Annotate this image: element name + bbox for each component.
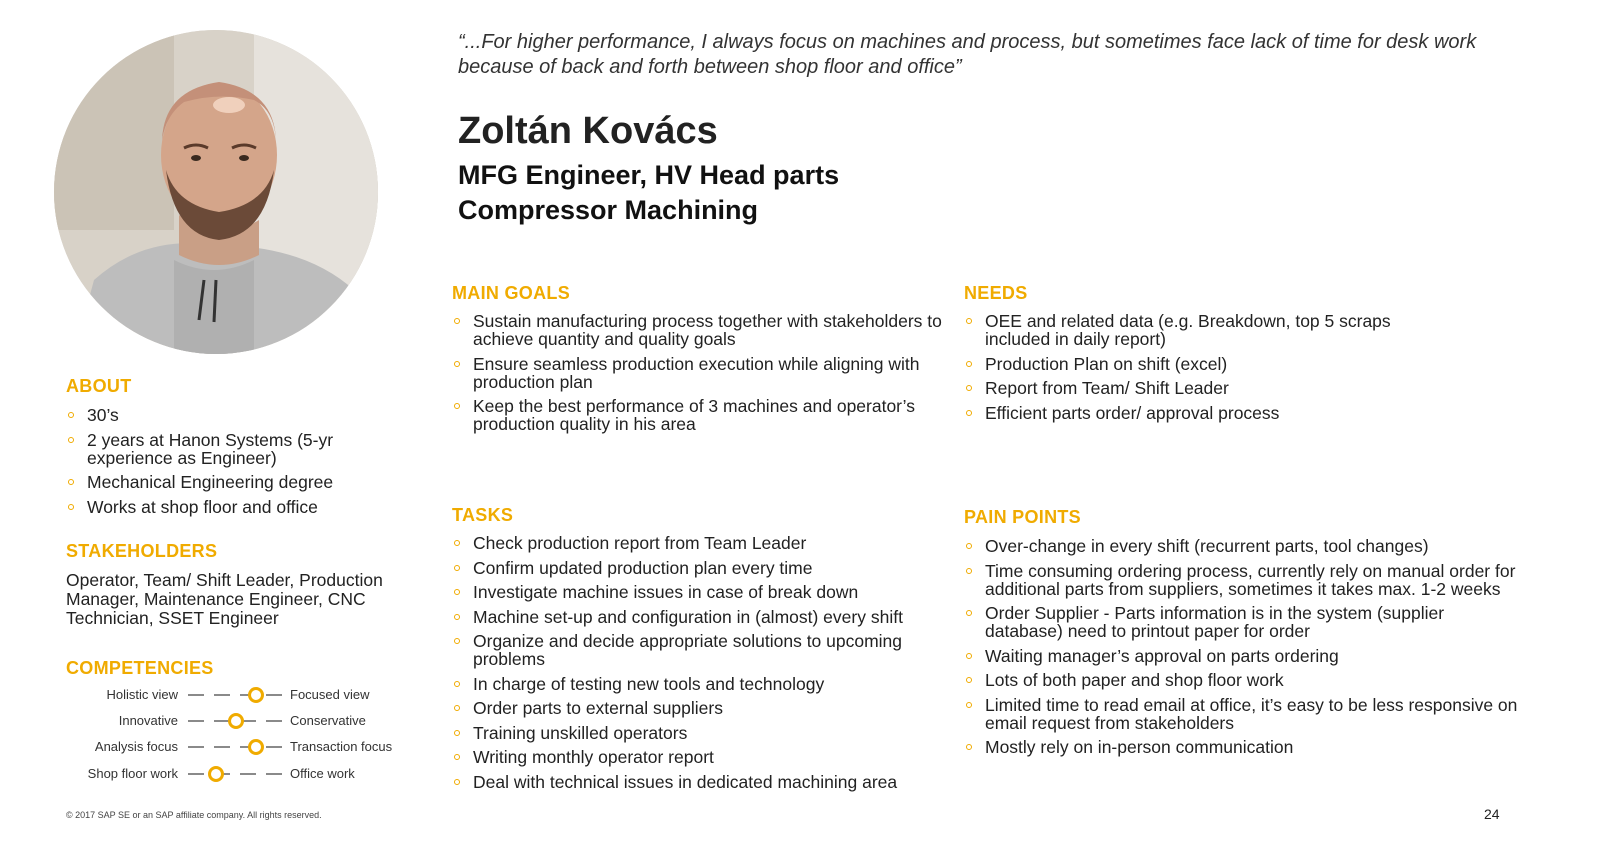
competency-left-label: Innovative xyxy=(118,713,178,728)
competency-dash xyxy=(188,694,204,696)
competency-dash xyxy=(214,694,230,696)
competency-dash xyxy=(266,773,282,775)
list-item: Sustain manufacturing process together with stakeholders to achieve quantity and quality goals xyxy=(452,312,952,348)
competency-level-marker xyxy=(248,739,264,755)
persona-role xyxy=(458,158,839,228)
competency-level-marker xyxy=(208,766,224,782)
competency-dash xyxy=(240,773,256,775)
list-item: Mechanical Engineering degree xyxy=(66,473,396,491)
list-item: Works at shop floor and office xyxy=(66,498,396,516)
competency-left-label: Analysis focus xyxy=(94,739,178,754)
competency-dash xyxy=(266,694,282,696)
competency-track xyxy=(188,687,284,703)
list-item: Writing monthly operator report xyxy=(452,748,952,766)
list-item: Order parts to external suppliers xyxy=(452,699,952,717)
stakeholders-section xyxy=(66,541,426,628)
list-item: Check production report from Team Leader xyxy=(452,534,952,552)
competency-level-marker xyxy=(248,687,264,703)
competency-track xyxy=(188,766,284,782)
competency-dash xyxy=(188,773,204,775)
competency-track xyxy=(188,713,284,729)
competency-right-label: Office work xyxy=(290,766,355,781)
main-goals-heading: MAIN GOALS xyxy=(452,283,570,303)
list-item: Ensure seamless production execution while aligning with production plan xyxy=(452,355,952,391)
competency-right-label: Transaction focus xyxy=(290,739,393,754)
persona-quote: “...For higher performance, I always focus on machines and process, but sometimes face lack of time for desk work because of back and forth between shop floor and office” xyxy=(458,31,1477,78)
list-item: Investigate machine issues in case of break down xyxy=(452,583,952,601)
copyright-footer: © 2017 SAP SE or an SAP affiliate company. All rights reserved. xyxy=(66,810,322,820)
main-goals-section xyxy=(452,283,952,440)
list-item: Training unskilled operators xyxy=(452,724,952,742)
about-section xyxy=(66,376,396,522)
competency-dash xyxy=(188,746,204,748)
pain-points-section xyxy=(964,507,1524,763)
list-item: Efficient parts order/ approval process xyxy=(964,404,1524,422)
list-item: OEE and related data (e.g. Breakdown, top 5 scraps included in daily report) xyxy=(964,312,1524,348)
competency-scale xyxy=(66,737,426,757)
competency-dash xyxy=(266,746,282,748)
list-item: In charge of testing new tools and technology xyxy=(452,675,952,693)
competency-dash xyxy=(214,746,230,748)
list-item: Order Supplier - Parts information is in the system (supplier database) need to printout paper for order xyxy=(964,604,1524,640)
competencies-heading: COMPETENCIES xyxy=(66,658,214,678)
competency-dash xyxy=(266,720,282,722)
persona-role-line2: Compressor Machining xyxy=(458,195,759,225)
list-item: Report from Team/ Shift Leader xyxy=(964,379,1524,397)
list-item: Confirm updated production plan every time xyxy=(452,559,952,577)
list-item: Mostly rely on in-person communication xyxy=(964,738,1524,756)
about-heading: ABOUT xyxy=(66,376,132,396)
list-item: Keep the best performance of 3 machines and operator’s production quality in his area xyxy=(452,397,952,433)
list-item: Lots of both paper and shop floor work xyxy=(964,671,1524,689)
list-item: 2 years at Hanon Systems (5-yr experience as Engineer) xyxy=(66,431,396,467)
competency-right-label: Conservative xyxy=(290,713,366,728)
stakeholders-heading: STAKEHOLDERS xyxy=(66,541,218,561)
tasks-list xyxy=(452,534,952,791)
persona-role-line1: MFG Engineer, HV Head parts xyxy=(458,160,840,190)
list-item: Limited time to read email at office, it’s easy to be less responsive on email request from stakeholders xyxy=(964,696,1524,732)
list-item: Machine set-up and configuration in (almost) every shift xyxy=(452,608,952,626)
needs-list xyxy=(964,312,1524,422)
competency-scale xyxy=(66,685,426,705)
page-number: 24 xyxy=(1484,806,1500,822)
main-goals-list xyxy=(452,312,952,433)
list-item: Over-change in every shift (recurrent parts, tool changes) xyxy=(964,537,1524,555)
person-photo-icon xyxy=(54,30,378,354)
about-list xyxy=(66,406,396,516)
competency-right-label: Focused view xyxy=(290,687,370,702)
competency-scale xyxy=(66,764,426,784)
list-item: Waiting manager’s approval on parts ordering xyxy=(964,647,1524,665)
competency-level-marker xyxy=(228,713,244,729)
competency-left-label: Shop floor work xyxy=(87,766,178,781)
tasks-heading: TASKS xyxy=(452,505,514,525)
persona-photo xyxy=(54,30,378,354)
tasks-section xyxy=(452,505,952,797)
list-item: Time consuming ordering process, currently rely on manual order for additional parts from suppliers, sometimes it takes max. 1-2 weeks xyxy=(964,562,1524,598)
persona-name: Zoltán Kovács xyxy=(458,110,718,152)
competency-track xyxy=(188,739,284,755)
stakeholders-text: Operator, Team/ Shift Leader, Production Manager, Maintenance Engineer, CNC Technician, SSET Engineer xyxy=(66,570,383,628)
pain-points-heading: PAIN POINTS xyxy=(964,507,1081,527)
competency-left-label: Holistic view xyxy=(106,687,178,702)
pain-points-list xyxy=(964,537,1524,756)
list-item: Production Plan on shift (excel) xyxy=(964,355,1524,373)
competency-dash xyxy=(188,720,204,722)
list-item: Organize and decide appropriate solutions to upcoming problems xyxy=(452,632,952,668)
needs-heading: NEEDS xyxy=(964,283,1028,303)
needs-section xyxy=(964,283,1524,428)
competency-scale xyxy=(66,711,426,731)
list-item: Deal with technical issues in dedicated machining area xyxy=(452,773,952,791)
list-item: 30’s xyxy=(66,406,396,424)
